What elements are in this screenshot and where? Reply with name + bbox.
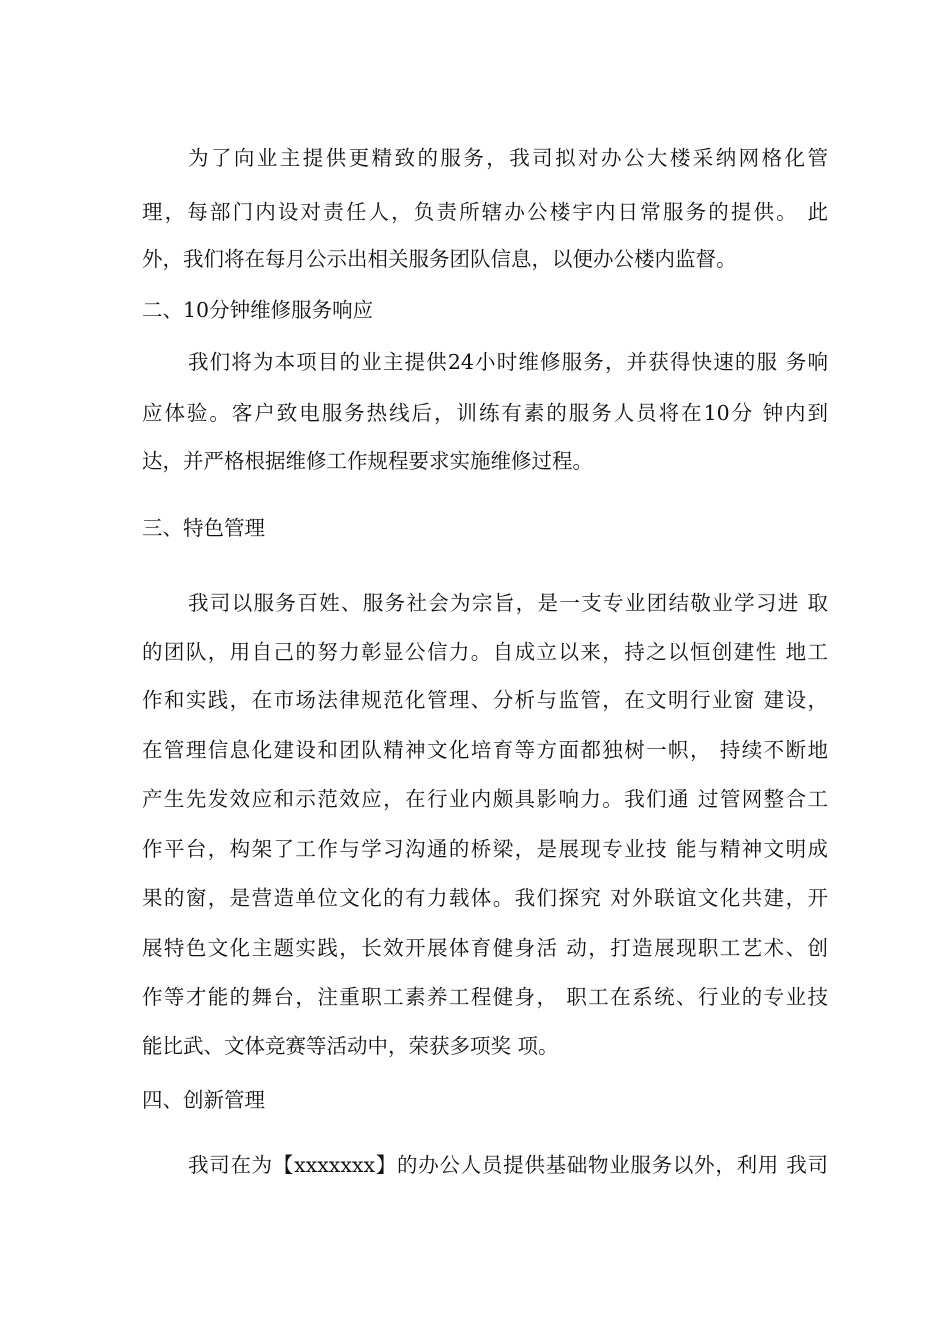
paragraph-1-line-2: 理，每部门内设对责任人，负责所辖办公楼宇内日常服务的提供。 此 bbox=[142, 200, 828, 224]
paragraph-3-line-5: 产生先发效应和示范效应，在行业内颇具影响力。我们通 过管网整合工 bbox=[142, 787, 828, 811]
paragraph-2-line-1: 我们将为本项目的业主提供24小时维修服务，并获得快速的服 务响 bbox=[188, 350, 828, 374]
paragraph-3-line-9: 作等才能的舞台，注重职工素养工程健身， 职工在系统、行业的专业技 bbox=[142, 985, 828, 1009]
paragraph-4-line-1: 我司在为【xxxxxxx】的办公人员提供基础物业服务以外，利用 我司 bbox=[188, 1153, 828, 1177]
section-heading-4: 四、创新管理 bbox=[142, 1088, 265, 1112]
paragraph-3-line-4: 在管理信息化建设和团队精神文化培育等方面都独树一帜， 持续不断地 bbox=[142, 738, 828, 762]
paragraph-1-line-3: 外，我们将在每月公示出相关服务团队信息，以便办公楼内监督。 bbox=[142, 247, 737, 271]
paragraph-3-line-1: 我司以服务百姓、服务社会为宗旨，是一支专业团结敬业学习进 取 bbox=[188, 591, 828, 615]
paragraph-3-line-10: 能比武、文体竞赛等活动中，荣获多项奖 项。 bbox=[142, 1034, 559, 1058]
paragraph-2-line-2: 应体验。客户致电服务热线后，训练有素的服务人员将在10分 钟内到 bbox=[142, 401, 828, 425]
section-heading-3: 三、特色管理 bbox=[142, 516, 265, 540]
paragraph-1-line-1: 为了向业主提供更精致的服务，我司拟对办公大楼采纳网格化管 bbox=[188, 146, 828, 170]
paragraph-3-line-2: 的团队，用自己的努力彰显公信力。自成立以来，持之以恒创建性 地工 bbox=[142, 640, 828, 664]
paragraph-3-line-8: 展特色文化主题实践，长效开展体育健身活 动，打造展现职工艺术、创 bbox=[142, 936, 828, 960]
section-heading-2: 二、10分钟维修服务响应 bbox=[142, 298, 374, 322]
paragraph-3-line-6: 作平台，构架了工作与学习沟通的桥梁，是展现专业技 能与精神文明成 bbox=[142, 837, 828, 861]
paragraph-2-line-3: 达，并严格根据维修工作规程要求实施维修过程。 bbox=[142, 449, 593, 473]
paragraph-3-line-3: 作和实践，在市场法律规范化管理、分析与监管，在文明行业窗 建设， bbox=[142, 688, 828, 712]
paragraph-3-line-7: 果的窗，是营造单位文化的有力载体。我们探究 对外联谊文化共建，开 bbox=[142, 886, 828, 910]
